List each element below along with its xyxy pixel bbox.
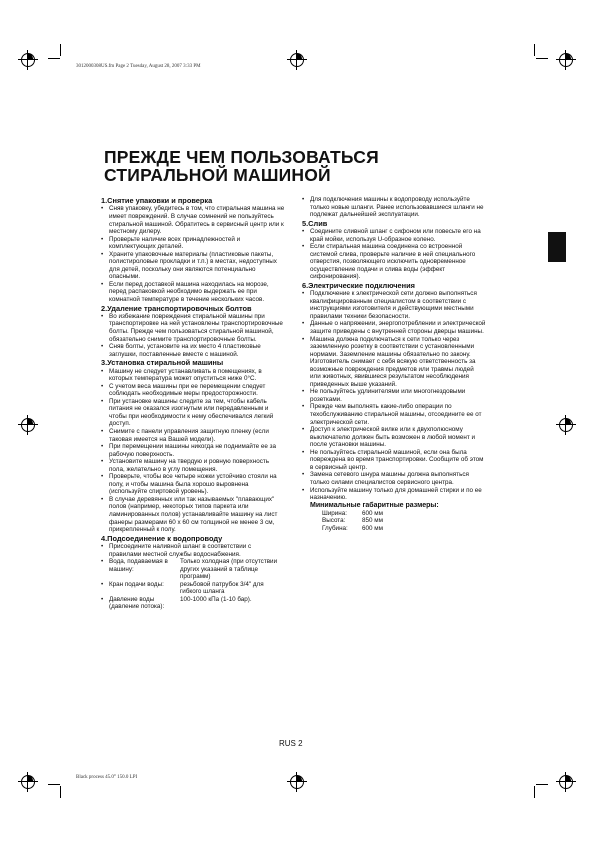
print-info-slug: Black process 45.0° 150.0 LPI: [76, 775, 138, 780]
spec-value: Только холодная (при отсутствии других указаний в таблице программ): [180, 558, 278, 581]
list-item: • Используйте машину только для домашней стирки и по ее назначению.: [302, 487, 486, 502]
dimension-value: 850 мм: [362, 517, 383, 525]
list-item: • При перемещении машины никогда не поднимайте ее за рабочую поверхность.: [101, 443, 285, 458]
list-item: • Если стиральная машина соединена со встроенной системой слива, проверьте наличие в ней специального отверстия, позволяющего исключить одновременное осуществление подачи и слива воды (эффект сифонирования).: [302, 243, 486, 281]
list-item: • Проверьте наличие всех принадлежностей и комплектующих деталей.: [101, 236, 285, 251]
section-heading-electrical: 6.Электрические подключения: [302, 280, 415, 290]
list-item: • Снимите с панели управления защитную пленку (если таковая имеется на Вашей модели).: [101, 428, 285, 443]
spec-value: резьбовой патрубок 3/4" для гибкого шланга: [180, 580, 264, 596]
list-item: • Присоедините наливной шланг в соответствии с правилами местной службы водоснабжения.: [101, 543, 285, 558]
spec-item: [101, 596, 285, 611]
dimensions-title: Минимальные габаритные размеры:: [310, 501, 439, 509]
left-column: [101, 196, 285, 611]
registration-mark-icon: [18, 50, 38, 70]
list-item: • Установите машину на твердую и ровную поверхность пола, желательно в углу помещения.: [101, 458, 285, 473]
dimensions-table: [322, 510, 486, 533]
spec-value: 100-1000 кПа (1-10 бар).: [180, 595, 252, 603]
list-item: • Не пользуйтесь удлинителями или многогнездовыми розетками.: [302, 388, 486, 403]
list-item: • Если перед доставкой машина находилась на морозе, перед распаковкой необходимо выдержать ее при комнатной температуре в течение нескольких часов.: [101, 281, 285, 304]
water-connection-list-continued: [302, 196, 486, 219]
file-info-slug: 3012000308US.fm Page 2 Tuesday, August 28, 2007 3:33 PM: [76, 64, 201, 69]
section-heading-drain: 5.Слив: [302, 218, 328, 228]
list-item: • Не пользуйтесь стиральной машиной, если она была повреждена во время транспортировки. Сообщите об этом в сервисный центр.: [302, 449, 486, 472]
spec-item: [101, 581, 285, 596]
registration-mark-icon: [18, 415, 38, 435]
registration-mark-icon: [287, 50, 307, 70]
list-item: • В случае деревянных или так называемых "плавающих" полов (например, некоторых типов паркета или ламинированных полов) устанавливайте машину на лист фанеры размерами 60 х 60 см толщиной не менее 3 см, прикрепленный к полу.: [101, 496, 285, 534]
spec-label: • Давление воды (давление потока):: [109, 595, 165, 611]
dimension-value: 600 мм: [362, 509, 383, 517]
dimension-label: Ширина:: [322, 509, 348, 517]
list-item: • Сняв упаковку, убедитесь в том, что стиральная машина не имеет повреждений. В случае сомнений не пользуйтесь стиральной машиной. Обратитесь в сервисный центр или к местному дилеру.: [101, 205, 285, 235]
unpacking-list: [101, 205, 285, 303]
list-item: • Замена сетевого шнура машины должна выполняться только силами специалистов сервисного центра.: [302, 471, 486, 486]
list-item: • Проверьте, чтобы все четыре ножки устойчиво стояли на полу, и чтобы машина была хорошо выровнена (используйте спиртовой уровень).: [101, 473, 285, 496]
dimension-row: [322, 525, 486, 533]
section-tab-marker: [548, 232, 566, 262]
page-number: RUS 2: [279, 739, 303, 748]
dimension-label: Глубина:: [322, 524, 348, 532]
registration-mark-icon: [556, 772, 576, 792]
registration-mark-icon: [556, 415, 576, 435]
list-item: • Подключение к электрической сети должно выполняться квалифицированным специалистом в соответствии с инструкциями изготовителя и действующими местными правилами техники безопасности.: [302, 290, 486, 320]
list-item: • Храните упаковочные материалы (пластиковые пакеты, полистироловые прокладки и т.п.) в местах, недоступных для детей, поскольку они являются потенциально опасными.: [101, 251, 285, 281]
spec-row: [109, 558, 285, 581]
list-item: • Машина должна подключаться к сети только через заземленную розетку в соответствии с установленными нормами. Заземление машины обязательно по закону. Изготовитель снимает с себя всякую ответственность за возможные повреждения предметов или травмы людей или животных, явившиеся результатом несоблюдения приведенных выше указаний.: [302, 336, 486, 389]
section-heading-water-connection: 4.Подсоединение к водопроводу: [101, 533, 223, 543]
right-column: [302, 196, 486, 532]
electrical-list: [302, 290, 486, 501]
list-item: • Данные о напряжении, энергопотреблении и электрической защите приведены с внутренней стороны дверцы машины.: [302, 320, 486, 335]
list-item: • Для подключения машины к водопроводу используйте только новые шланги. Ранее использовавшиеся шланги не подлежат дальнейшей эксплуатации.: [302, 196, 486, 219]
water-connection-list: [101, 543, 285, 611]
dimension-row: [322, 510, 486, 518]
list-item: • Доступ к электрической вилке или к двухполюсному выключателю должен быть возможен в любой момент и после установки машины.: [302, 426, 486, 449]
list-item: • Сняв болты, установите на их место 4 пластиковые заглушки, поставленные вместе с машиной.: [101, 343, 285, 358]
list-item: • С учетом веса машины при ее перемещении следует соблюдать необходимые меры предосторожности.: [101, 383, 285, 398]
list-item: • Соедините сливной шланг с сифоном или повесьте его на край мойки, используя U-образное колено.: [302, 228, 486, 243]
section-heading-installation: 3.Установка стиральной машины: [101, 358, 224, 368]
installation-list: [101, 368, 285, 534]
spec-label: • Вода, подаваемая в машину:: [109, 558, 168, 573]
spec-row: [109, 596, 285, 611]
dimension-label: Высота:: [322, 517, 346, 525]
dimension-value: 600 мм: [362, 524, 383, 532]
list-item: • При установке машины следите за тем, чтобы кабель питания не оказался изогнутым или передавленным и чтобы при необходимости к нему обеспечивался легкий доступ.: [101, 398, 285, 428]
dimension-row: [322, 517, 486, 525]
list-item: • Машину не следует устанавливать в помещениях, в которых температура может опуститься ниже 0°C.: [101, 368, 285, 383]
spec-row: [109, 581, 285, 596]
registration-mark-icon: [287, 772, 307, 792]
registration-mark-icon: [556, 50, 576, 70]
spec-label: • Кран подачи воды:: [109, 580, 164, 588]
page-title: ПРЕЖДЕ ЧЕМ ПОЛЬЗОВАТЬСЯ СТИРАЛЬНОЙ МАШИНОЙ: [104, 147, 379, 185]
spec-item: [101, 558, 285, 581]
registration-mark-icon: [18, 772, 38, 792]
section-heading-transport-bolts: 2.Удаление транспортировочных болтов: [101, 303, 252, 313]
transport-bolts-list: [101, 313, 285, 358]
section-heading-unpacking: 1.Снятие упаковки и проверка: [101, 196, 213, 205]
list-item: • Прежде чем выполнять какие-либо операции по техобслуживанию стиральной машины, отсоедините ее от электрической сети.: [302, 403, 486, 426]
list-item: • Во избежание повреждения стиральной машины при транспортировке на ней установлены транспортировочные болты. Прежде чем пользоваться стиральной машиной, обязательно снимите транспортировочные болты.: [101, 313, 285, 343]
drain-list: [302, 228, 486, 281]
